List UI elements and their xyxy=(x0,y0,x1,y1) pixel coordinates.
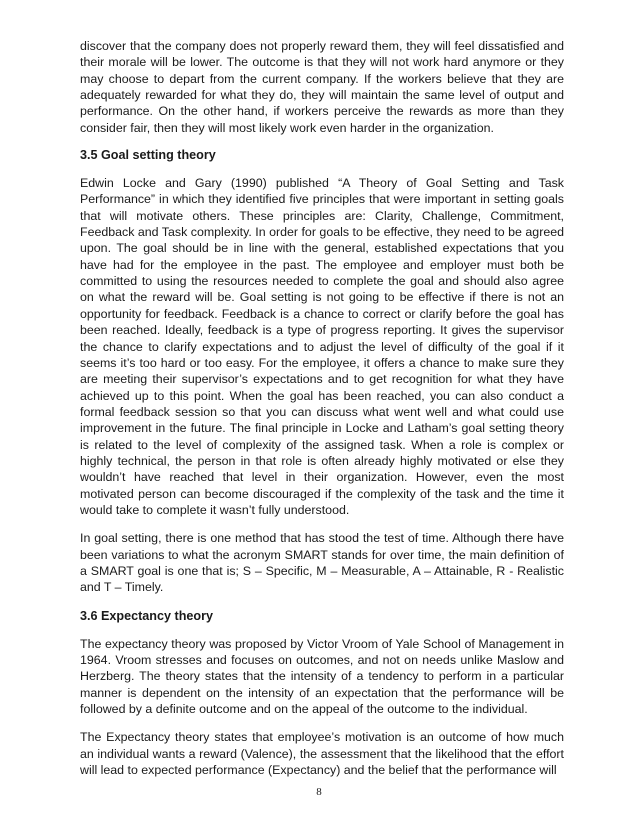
paragraph-expectancy-motivation: The Expectancy theory states that employee’s motivation is an outcome of how much an individual wants a reward (Valence), the assessment that the likelihood that the effort will lead to expected performance (Expectancy) and the belief that the performance will xyxy=(80,730,564,778)
document-page xyxy=(80,38,564,778)
paragraph-vroom-expectancy: The expectancy theory was proposed by Victor Vroom of Yale School of Management in 1964. Vroom stresses and focuses on outcomes, and not on needs unlike Maslow and Herzberg. The theory states that the intensity of a tendency to perform in a particular manner is dependent on the intensity of an expectation that the performance will be followed by a definite outcome and on the appeal of the outcome to the individual. xyxy=(80,636,564,717)
paragraph-smart-goals: In goal setting, there is one method that has stood the test of time. Although there have been variations to what the acronym SMART stands for over time, the main definition of a SMART goal is one that is; S – Specific, M – Measurable, A – Attainable, R - Realistic and T – Timely. xyxy=(80,531,564,595)
heading-goal-setting-theory: 3.5 Goal setting theory xyxy=(80,148,216,163)
paragraph-equity-conclusion: discover that the company does not properly reward them, they will feel dissatisfied and their morale will be lower. The outcome is that they will not work hard anymore or they may choose to depart from the current company. If the workers believe that they are adequately rewarded for what they do, they will maintain the same level of output and performance. On the other hand, if workers perceive the rewards as more than they consider fair, then they will most likely work even harder in the organization. xyxy=(80,39,564,135)
page-number: 8 xyxy=(316,786,322,798)
paragraph-locke-principles: Edwin Locke and Gary (1990) published “A Theory of Goal Setting and Task Performance” in which they identified five principles that were important in setting goals that will motivate others. These principles are: Clarity, Challenge, Commitment, Feedback and Task complexity. In order for goals to be effective, they need to be agreed upon. The goal should be in line with the general, established expectations that you have had for the employee in the past. The employee and employer must both be committed to using the resources needed to complete the goal and should also agree on what the reward will be. Goal setting is not going to be effective if there is not an opportunity for feedback. Feedback is a chance to correct or clarify before the goal has been reached. Ideally, feedback is a type of progress reporting. It gives the supervisor the chance to clarify expectations and to adjust the level of difficulty of the goal if it seems it’s too hard or too easy. For the employee, it offers a chance to make sure they are meeting their supervisor’s expectations and to get recognition for what they have achieved up to this point. When the goal has been reached, you can also conduct a formal feedback session so that you can discuss what went well and what could use improvement in the future. The final principle in Locke and Latham’s goal setting theory is related to the level of complexity of the assigned task. When a role is complex or highly technical, the person in that role is often already highly motivated or else they wouldn’t have reached that level in their organization. However, even the most motivated person can become discouraged if the complexity of the task and the time it would take to complete it wasn’t fully understood. xyxy=(80,176,564,517)
heading-expectancy-theory: 3.6 Expectancy theory xyxy=(80,608,213,623)
